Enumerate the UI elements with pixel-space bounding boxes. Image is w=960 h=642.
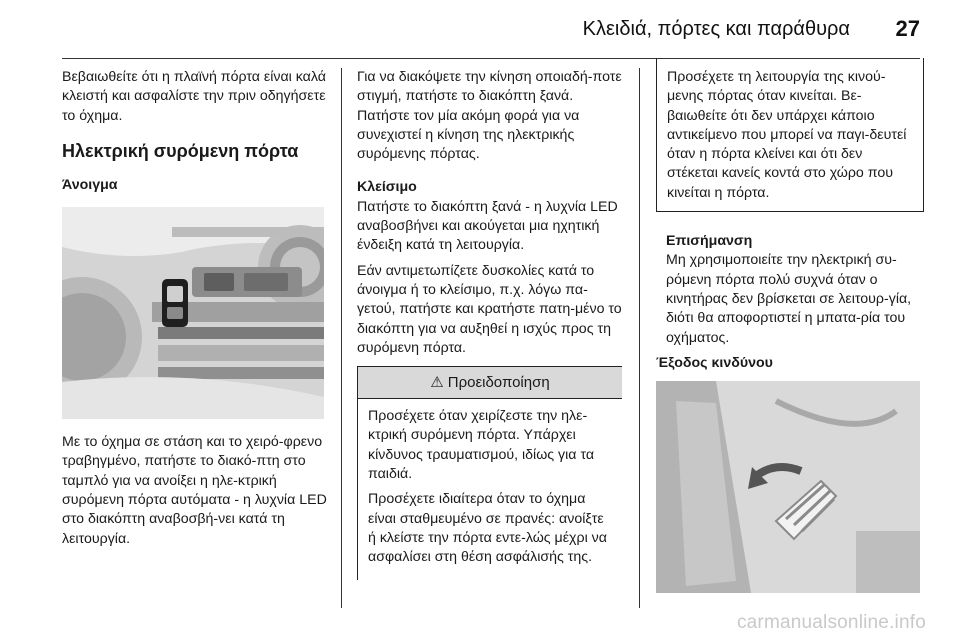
- closing-instructions: Πατήστε το διακόπτη ξανά - η λυχνία LED αναβοσβήνει και ακούγεται μια ηχητική ένδειξη κατά τη λειτουργία.: [357, 198, 618, 254]
- column-2: [357, 68, 622, 590]
- header-title: Κλειδιά, πόρτες και παράθυρα: [582, 18, 850, 40]
- warning-title: Προειδοποίηση: [447, 374, 550, 392]
- column-1: [62, 68, 327, 555]
- watermark: carmanualsonline.info: [736, 612, 926, 633]
- note-text: Μη χρησιμοποιείτε την ηλεκτρική συ-ρόμενη πόρτα πολύ συχνά όταν ο κινητήρας δεν βρίσκεται σε λειτουρ-γία, διότι θα αποφορτιστεί η μπατα-ρία του οχήματος.: [666, 252, 912, 346]
- intro-text: Βεβαιωθείτε ότι η πλαϊνή πόρτα είναι καλά κλειστή και ασφαλίστε την πριν οδηγήσετε το όχημα.: [62, 69, 326, 124]
- warning-header: [358, 367, 622, 399]
- warning-text-1: Προσέχετε όταν χειρίζεστε την ηλε-κτρική συρόμενη πόρτα. Υπάρχει κίνδυνος τραυματισμού, ιδίως για τα παιδιά.: [368, 408, 595, 483]
- stop-movement-text: Για να διακόψετε την κίνηση οποιαδή-ποτε στιγμή, πατήστε το διακόπτη ξανά. Πατήστε τον μία ακόμη φορά για να συνεχιστεί η κίνηση της ηλεκτρικής συρόμενης πόρτας.: [357, 69, 622, 163]
- note-heading: Επισήμανση: [666, 233, 753, 250]
- emergency-exit-photo: [656, 381, 920, 593]
- column-divider-2: [639, 68, 640, 608]
- warning-triangle-icon: ⚠: [430, 374, 444, 392]
- warning-text-2: Προσέχετε ιδιαίτερα όταν το όχημα είναι σταθμευμένο σε πρανές: ανοίξτε ή κλείστε την πόρτα εντε-λώς μέχρι να ασφαλίσει στη θέση ασφάλισής της.: [368, 491, 607, 566]
- column-3: [656, 68, 924, 607]
- warning-continuation-box: [656, 58, 924, 212]
- note-block: [656, 232, 924, 348]
- difficulty-text: Εάν αντιμετωπίζετε δυσκολίες κατά το άνοιγμα ή το κλείσιμο, π.χ. λόγω πα-γετού, πατήστε και κρατήστε πατη-μένο το διακόπτη για να αυξηθεί η ισχύς προς τη συρόμενη πόρτα.: [357, 262, 622, 356]
- column-divider-1: [341, 68, 342, 608]
- opening-instructions: Με το όχημα σε στάση και το χειρό-φρενο τραβηγμένο, πατήστε το διακό-πτη στο ταμπλό για να ανοίξει η ηλε-κτρική συρόμενη πόρτα αυτόματα - η λυχνία LED στο διακόπτη αναβοσβή-νει κατά τη λειτουργία.: [62, 434, 327, 547]
- dashboard-switch-photo: [62, 207, 324, 419]
- subheading-emergency-exit: Έξοδος κινδύνου: [656, 354, 773, 371]
- subheading-opening: Άνοιγμα: [62, 176, 118, 193]
- subheading-closing: Κλείσιμο: [357, 179, 417, 196]
- warning-continuation-text: Προσέχετε τη λειτουργία της κινού-μενης πόρτας όταν κινείται. Βε-βαιωθείτε ότι δεν υπάρχει κάποιο αντικείμενο που μπορεί να παγι-δευτεί όταν η πόρτα κλείνει και ότι δεν στέκεται κανείς κοντά στο χώρο που κινείται η πόρτα.: [667, 69, 907, 201]
- warning-box: [357, 366, 622, 579]
- warning-body: [358, 399, 622, 579]
- emergency-release-image: [656, 381, 920, 593]
- page-number: 27: [895, 16, 920, 41]
- dashboard-switch-image: [62, 207, 324, 419]
- section-heading: Ηλεκτρική συρόμενη πόρτα: [62, 140, 299, 161]
